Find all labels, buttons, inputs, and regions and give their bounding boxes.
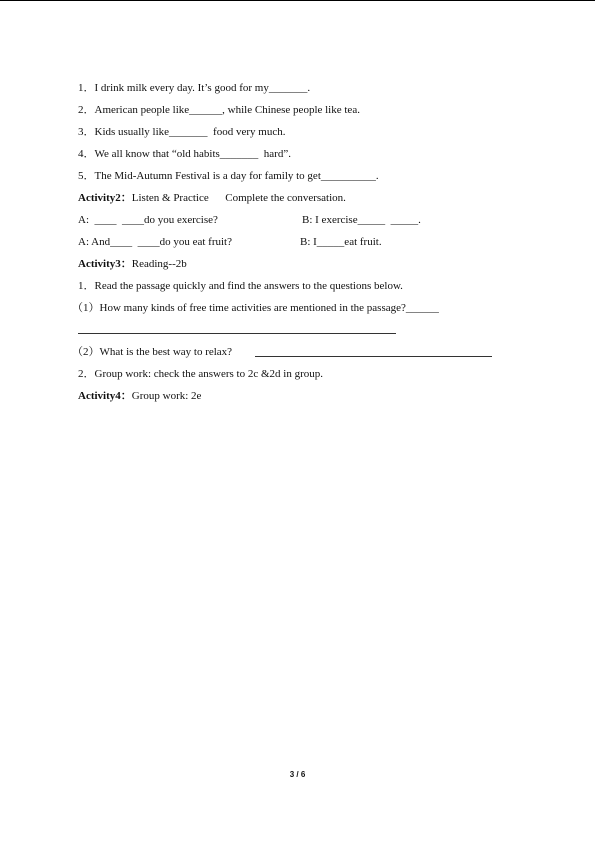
- activity2-label: Activity2：: [78, 192, 132, 204]
- activity4-heading: [78, 389, 201, 403]
- exercise-4: 4．We all know that “old habits_______ hard”.: [78, 148, 291, 160]
- dialogue-line-2b: B: I_____eat fruit.: [300, 236, 382, 248]
- activity4-text: Group work: 2e: [131, 390, 202, 402]
- answer-line-q1: [78, 333, 396, 334]
- page-number: 3 / 6: [289, 770, 306, 779]
- activity3-heading: [78, 257, 187, 271]
- activity3-label: Activity3：: [78, 258, 132, 270]
- exercise-1: 1．I drink milk every day. It’s good for my_______.: [78, 82, 311, 94]
- reading-instruction: 1．Read the passage quickly and find the answers to the questions below.: [78, 280, 403, 292]
- reading-question-1: （1）How many kinds of free time activities are mentioned in the passage?______: [72, 302, 439, 314]
- activity4-label: Activity4：: [78, 390, 132, 402]
- dialogue-line-1a: A: ____ ____do you exercise?: [78, 214, 218, 226]
- activity2-text: Listen & Practice Complete the conversation.: [131, 192, 346, 204]
- answer-line-q2: [255, 356, 492, 357]
- exercise-3: 3．Kids usually like_______ food very much.: [78, 126, 286, 138]
- activity3-text: Reading--2b: [131, 258, 187, 270]
- dialogue-line-1b: B: I exercise_____ _____.: [302, 214, 421, 226]
- group-task: 2．Group work: check the answers to 2c &2d in group.: [78, 368, 324, 380]
- activity2-heading: [78, 191, 346, 205]
- exercise-2: 2．American people like______, while Chinese people like tea.: [78, 104, 360, 116]
- exercise-5: 5．The Mid-Autumn Festival is a day for family to get__________.: [78, 170, 379, 182]
- page-top-border: [0, 0, 595, 1]
- dialogue-line-2a: A: And____ ____do you eat fruit?: [78, 236, 232, 248]
- reading-question-2: （2）What is the best way to relax?: [72, 346, 233, 358]
